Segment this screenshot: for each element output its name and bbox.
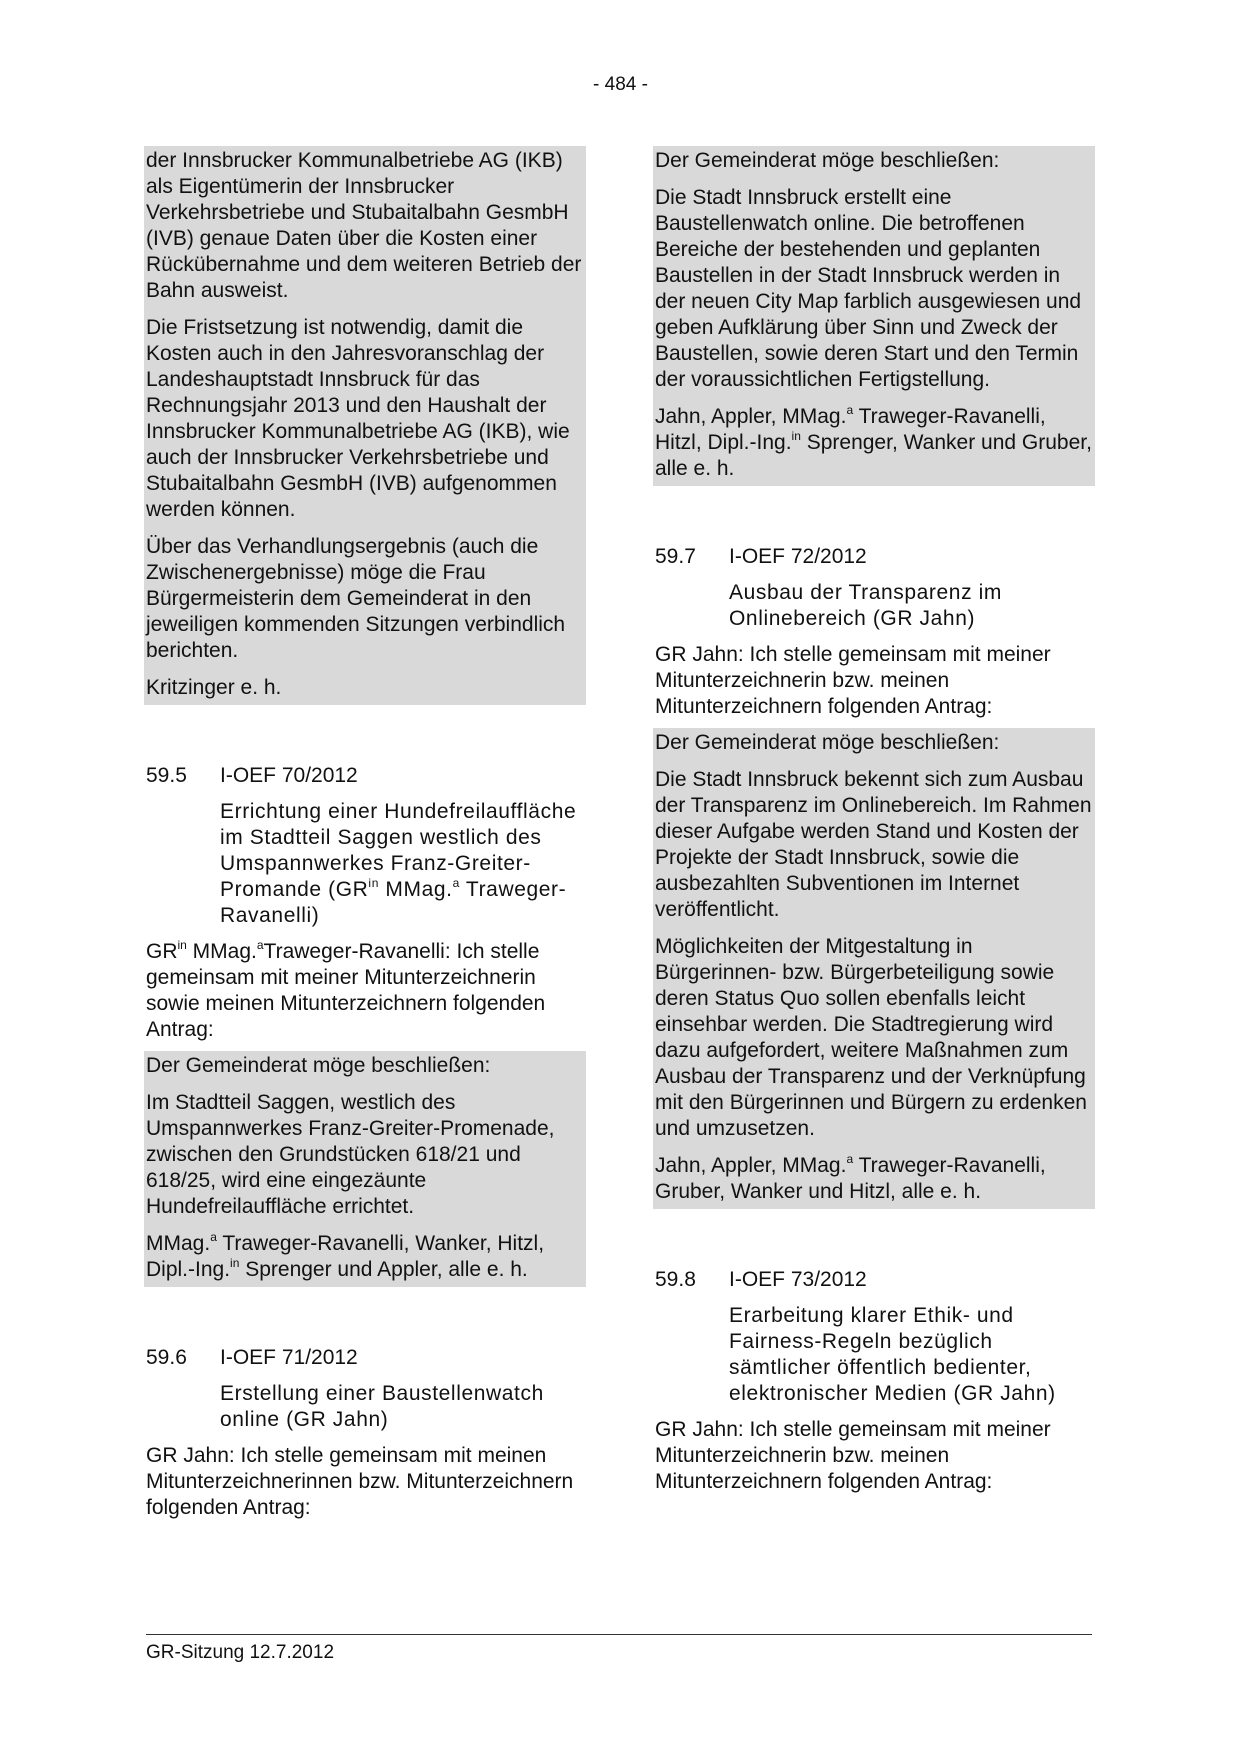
- motion-heading: Der Gemeinderat möge beschließen:: [146, 1054, 491, 1077]
- item-code: I-OEF 71/2012: [220, 1346, 358, 1369]
- motion-block: [653, 728, 1095, 1209]
- item-intro: GR Jahn: Ich stelle gemeinsam mit meinen Mitunterzeichnerinnen bzw. Mitunterzeichnern folgenden Antrag:: [146, 1444, 574, 1519]
- paragraph: Über das Verhandlungsergebnis (auch die Zwischenergebnisse) möge die Frau Bürgermeisterin dem Gemeinderat in den jeweiligen kommenden Sitzungen verbindlich berichten.: [146, 535, 566, 662]
- motion-text: Die Stadt Innsbruck bekennt sich zum Ausbau der Transparenz im Onlinebereich. Im Rahmen dieser Aufgabe werden Stand und Kosten der Projekte der Stadt Innsbruck, sowie die ausbezahlten Subventionen im Internet veröffentlicht.: [655, 768, 1092, 921]
- paragraph: Die Fristsetzung ist notwendig, damit die Kosten auch in den Jahresvoranschlag der Landeshauptstadt Innsbruck für das Rechnungsjahr 2013 und den Haushalt der Innsbrucker Kommunalbetriebe AG (IKB), wie auch der Innsbrucker Verkehrsbetriebe und Stubaitalbahn GesmbH (IVB) aufgenommen werden können.: [146, 316, 570, 521]
- item-number: 59.7: [655, 545, 696, 568]
- footer-divider: [146, 1634, 1092, 1635]
- motion-block: [653, 146, 1095, 486]
- motion-text: Die Stadt Innsbruck erstellt eine Baustellenwatch online. Die betroffenen Bereiche der bestehenden und geplanten Baustellen in der Stadt Innsbruck werden in der neuen City Map farblich ausgewiesen und geben Aufklärung über Sinn und Zweck der Baustellen, sowie deren Start und den Termin der voraussichtlichen Fertigstellung.: [655, 186, 1082, 391]
- item-code: I-OEF 73/2012: [729, 1268, 867, 1291]
- item-number: 59.6: [146, 1346, 187, 1369]
- agenda-item-59-6: [146, 1345, 586, 1521]
- item-intro: $GR^{in}$ MMag.$^a$Traweger-Ravanelli: Ich stelle gemeinsam mit meiner Mitunterzeichnerin sowie meinen Mitunterzeichnern folgenden Antrag:: [146, 938, 546, 1041]
- item-intro: GR Jahn: Ich stelle gemeinsam mit meiner Mitunterzeichnerin bzw. meinen Mitunterzeichnern folgenden Antrag:: [655, 643, 1051, 718]
- agenda-item-59-7: [655, 544, 1095, 1209]
- item-title: Errichtung einer Hundefreilauffläche im Stadtteil Saggen westlich des Umspannwerkes Franz-Greiter-Promande ($GR^{in}$ MMag.$^a$ Traweger-Ravanelli): [220, 800, 577, 927]
- item-number: 59.8: [655, 1268, 696, 1291]
- signature: Jahn, Appler, MMag.$^a$ Traweger-Ravanelli, Gruber, Wanker und Hitzl, alle e. h.: [655, 1152, 1046, 1203]
- motion-heading: Der Gemeinderat möge beschließen:: [655, 149, 1000, 172]
- agenda-item-59-8: [655, 1267, 1095, 1495]
- motion-block: [144, 1051, 586, 1287]
- right-column: [655, 146, 1095, 1503]
- item-code: I-OEF 70/2012: [220, 764, 358, 787]
- item-number: 59.5: [146, 764, 187, 787]
- item-intro: GR Jahn: Ich stelle gemeinsam mit meiner Mitunterzeichnerin bzw. meinen Mitunterzeichnern folgenden Antrag:: [655, 1418, 1051, 1493]
- item-title: Ausbau der Transparenz im Onlinebereich (GR Jahn): [729, 581, 1002, 630]
- item-title: Erarbeitung klarer Ethik- und Fairness-Regeln bezüglich sämtlicher öffentlich bedienter, elektronischer Medien (GR Jahn): [729, 1304, 1056, 1405]
- left-column: [146, 146, 586, 1529]
- item-code: I-OEF 72/2012: [729, 545, 867, 568]
- motion-heading: Der Gemeinderat möge beschließen:: [655, 731, 1000, 754]
- motion-text: Möglichkeiten der Mitgestaltung in Bürgerinnen- bzw. Bürgerbeteiligung sowie deren Status Quo sollen ebenfalls leicht einsehbar werden. Die Stadtregierung wird dazu aufgefordert, weitere Maßnahmen zum Ausbau der Transparenz und der Verknüpfung mit den Bürgerinnen und Bürgern zu erdenken und umzusetzen.: [655, 935, 1087, 1140]
- signature: Kritzinger e. h.: [146, 676, 282, 699]
- signature: Jahn, Appler, MMag.$^a$ Traweger-Ravanelli, Hitzl, Dipl.-Ing.$^{in}$ Sprenger, Wanker und Gruber, alle e. h.: [655, 403, 1092, 480]
- page-number: - 484 -: [593, 74, 648, 95]
- motion-text: Im Stadtteil Saggen, westlich des Umspannwerkes Franz-Greiter-Promenade, zwischen den Grundstücken 618/21 und 618/25, wird eine eingezäunte Hundefreilauffläche errichtet.: [146, 1091, 555, 1218]
- signature: MMag.$^a$ Traweger-Ravanelli, Wanker, Hitzl, Dipl.-Ing.$^{in}$ Sprenger und Appler, alle e. h.: [146, 1230, 545, 1281]
- agenda-item-59-5: [146, 763, 586, 1287]
- motion-block-continued: [144, 146, 586, 705]
- paragraph: der Innsbrucker Kommunalbetriebe AG (IKB) als Eigentümerin der Innsbrucker Verkehrsbetriebe und Stubaitalbahn GesmbH (IVB) genaue Daten über die Kosten einer Rückübernahme und dem weiteren Betrieb der Bahn ausweist.: [146, 149, 582, 302]
- footer: GR-Sitzung 12.7.2012: [146, 1642, 335, 1663]
- item-title: Erstellung einer Baustellenwatch online (GR Jahn): [220, 1382, 544, 1431]
